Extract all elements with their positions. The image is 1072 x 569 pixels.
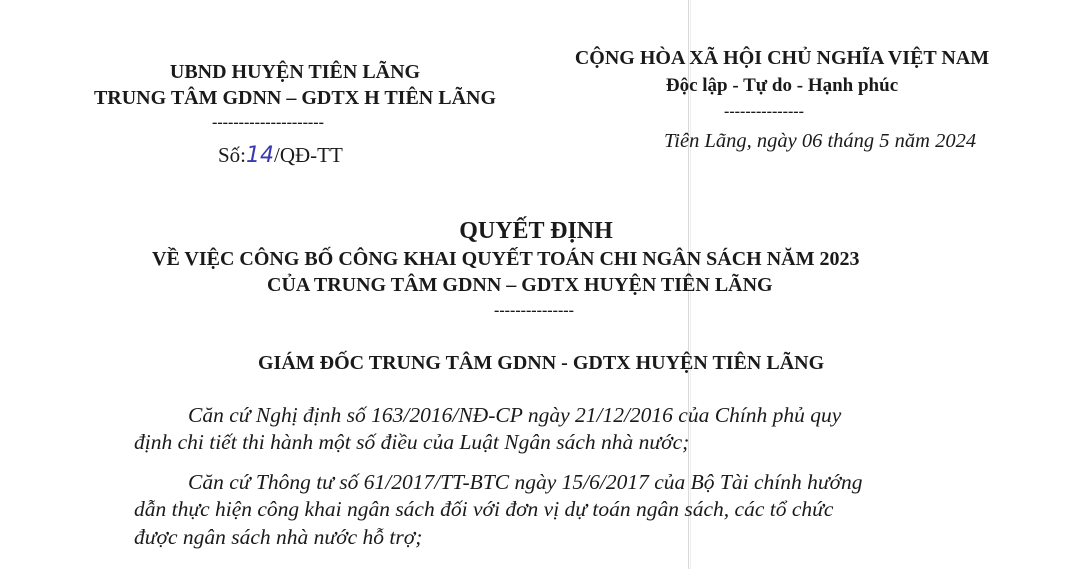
- decision-subject-line2: CỦA TRUNG TÂM GDNN – GDTX HUYỆN TIÊN LÃNG: [267, 274, 773, 296]
- document-number: [218, 143, 343, 168]
- national-motto: Độc lập - Tự do - Hạnh phúc: [665, 75, 899, 96]
- issuing-authority: GIÁM ĐỐC TRUNG TÂM GDNN - GDTX HUYỆN TIÊN LÃNG: [258, 352, 825, 374]
- decision-title: QUYẾT ĐỊNH: [459, 218, 613, 244]
- title-separator: ---------------: [494, 302, 574, 319]
- number-handwritten: 14: [246, 143, 275, 168]
- place-and-date: Tiên Lãng, ngày 06 tháng 5 năm 2024: [664, 130, 977, 152]
- legal-basis-1-line2: định chi tiết thi hành một số điều của Luật Ngân sách nhà nước;: [134, 430, 690, 454]
- legal-basis-1-line1: Căn cứ Nghị định số 163/2016/NĐ-CP ngày 21/12/2016 của Chính phủ quy: [188, 403, 842, 427]
- decision-subject-line1: VỀ VIỆC CÔNG BỐ CÔNG KHAI QUYẾT TOÁN CHI NGÂN SÁCH NĂM 2023: [152, 248, 860, 270]
- country-name: CỘNG HÒA XÃ HỘI CHỦ NGHĨA VIỆT NAM: [574, 47, 990, 69]
- legal-basis-2-line3: được ngân sách nhà nước hỗ trợ;: [134, 525, 423, 549]
- number-prefix: Số:: [218, 143, 247, 167]
- legal-basis-2-line1: Căn cứ Thông tư số 61/2017/TT-BTC ngày 15/6/2017 của Bộ Tài chính hướng: [188, 470, 863, 494]
- legal-basis-2-line2: dẫn thực hiện công khai ngân sách đối với đơn vị dự toán ngân sách, các tổ chức: [134, 497, 834, 521]
- right-separator: ---------------: [724, 103, 804, 120]
- number-suffix: /QĐ-TT: [274, 143, 343, 167]
- left-separator: ---------------------: [212, 114, 324, 131]
- unit-name: TRUNG TÂM GDNN – GDTX H TIÊN LÃNG: [93, 87, 497, 109]
- agency-name: UBND HUYỆN TIÊN LÃNG: [169, 61, 421, 83]
